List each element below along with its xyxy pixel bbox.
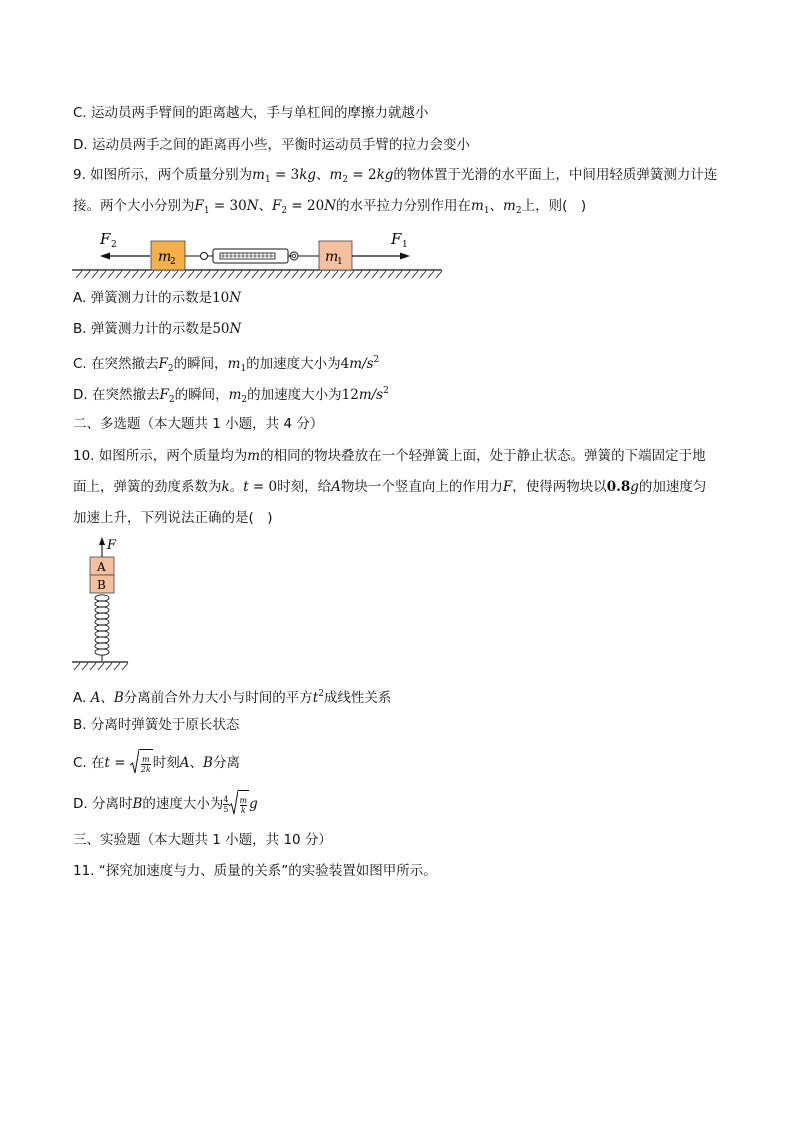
var-m2: m bbox=[503, 198, 516, 214]
q9-option-c-text: 的加速度大小为 bbox=[246, 356, 341, 372]
q9-text: 9. 如图所示，两个质量分别为 bbox=[73, 167, 253, 183]
q9-text: 上，则( ) bbox=[521, 198, 587, 214]
q9-option-a-text: A. 弹簧测力计的示数是 bbox=[73, 290, 213, 306]
ground-hatching bbox=[76, 271, 442, 278]
unit-N: N bbox=[229, 290, 242, 306]
q10-option-d-text: 的速度大小为 bbox=[142, 796, 224, 812]
unit-acc: m/s bbox=[349, 356, 374, 372]
sep: 、 bbox=[489, 198, 504, 214]
q9-option-c-text: 的瞬间， bbox=[173, 356, 228, 372]
q10-option-d bbox=[73, 790, 258, 818]
var-k: k bbox=[221, 479, 230, 495]
q9-text: 接。两个大小分别为 bbox=[73, 198, 195, 214]
unit-acc-exp: 2 bbox=[373, 355, 380, 365]
q11-text: 11. “探究加速度与力、质量的关系”的实验装置如图甲所示。 bbox=[73, 863, 437, 879]
var-B: B bbox=[113, 690, 124, 706]
var-t: t bbox=[312, 690, 319, 706]
var-t: t bbox=[104, 755, 110, 771]
q10-option-d-text: D. 分离时 bbox=[73, 796, 133, 812]
q10-text: 物块一个竖直向上的作用力 bbox=[340, 479, 503, 495]
sqrt-expression bbox=[130, 749, 153, 777]
var-m1-sub: 1 bbox=[264, 175, 271, 185]
var-m1-sub: 1 bbox=[483, 206, 490, 216]
var-F1: F bbox=[194, 198, 204, 214]
q9-option-b-value: 50 bbox=[212, 321, 230, 337]
q10-option-a-text: A. bbox=[73, 690, 91, 706]
var-A: A bbox=[331, 479, 341, 495]
q10-text: ，使得两物块以 bbox=[512, 479, 607, 495]
unit-acc-exp: 2 bbox=[383, 386, 389, 396]
block-a-label: A bbox=[97, 560, 106, 574]
val-m2: = 2 bbox=[348, 167, 377, 183]
q9-option-d-text: 的加速度大小为 bbox=[247, 387, 342, 403]
q10-text: 的相同的物块叠放在一个轻弹簧上面，处于静止状态。弹簧的下端固定于地 bbox=[260, 448, 706, 464]
q8-option-c-text: C. 运动员两手臂间的距离越大，手与单杠间的摩擦力就越小 bbox=[73, 105, 429, 121]
section-2-heading bbox=[73, 414, 323, 434]
unit-N: N bbox=[324, 198, 336, 214]
q9-stem-line2 bbox=[73, 196, 586, 221]
q9-option-d-text: 的瞬间， bbox=[174, 387, 229, 403]
block-b-label: B bbox=[97, 578, 106, 592]
radical-sign bbox=[130, 749, 139, 775]
q9-text: 的物体置于光滑的水平面上，中间用轻质弹簧测力计连 bbox=[393, 167, 718, 183]
var-F2-sub: 2 bbox=[168, 395, 175, 405]
q10-option-c-text: C. 在 bbox=[73, 755, 105, 771]
q8-option-d-text: D. 运动员两手之间的距离再小些，平衡时运动员手臂的拉力会变小 bbox=[73, 137, 470, 153]
q10-ground-hatching bbox=[74, 663, 128, 670]
q9-option-c bbox=[73, 350, 379, 379]
val-F2: = 20 bbox=[287, 198, 325, 214]
var-F: F bbox=[502, 479, 513, 495]
spring-coils bbox=[95, 595, 109, 655]
sqrt-expression bbox=[229, 790, 250, 818]
q9-option-a-value: 10 bbox=[212, 290, 230, 306]
q9-option-a bbox=[73, 288, 241, 308]
var-m1: m bbox=[227, 356, 241, 372]
q10-text: 的加速度匀 bbox=[638, 479, 707, 495]
q9-option-d-value: 12 bbox=[341, 387, 359, 403]
q9-option-b bbox=[73, 319, 241, 339]
q9-option-c-text: C. 在突然撤去 bbox=[73, 356, 159, 372]
q10-option-b bbox=[73, 715, 239, 735]
frac-den: 5 bbox=[223, 804, 229, 814]
q10-text: 面上，弹簧的劲度系数为 bbox=[73, 479, 222, 495]
f1-arrow-head bbox=[400, 253, 410, 260]
q10-option-c-text: 时刻 bbox=[152, 755, 180, 771]
block-m2-label-sub: 2 bbox=[170, 257, 176, 267]
frac-den: 2k bbox=[140, 764, 151, 774]
unit-kg: kg bbox=[376, 167, 394, 183]
eq-sign: = bbox=[109, 755, 130, 771]
q9-option-d bbox=[73, 381, 389, 410]
frac-num: m bbox=[142, 754, 150, 764]
radical-sign bbox=[229, 790, 238, 816]
section-3-heading-text: 三、实验题（本大题共 1 小题，共 10 分） bbox=[73, 832, 332, 848]
frac-den: k bbox=[240, 805, 246, 815]
block-m1-label-sub: 1 bbox=[337, 257, 343, 267]
section-3-heading bbox=[73, 830, 332, 850]
val-m1: = 3 bbox=[270, 167, 300, 183]
frac-num: 4 bbox=[223, 794, 229, 804]
var-B: B bbox=[132, 796, 143, 812]
q9-stem-line1 bbox=[73, 165, 717, 190]
var-m2-sub: 2 bbox=[515, 206, 522, 216]
sep: 、 bbox=[316, 167, 330, 183]
q10-spring-blocks-diagram bbox=[70, 535, 132, 673]
q10-option-b-text: B. 分离时弹簧处于原长状态 bbox=[73, 717, 240, 733]
frac-num: m bbox=[239, 795, 248, 805]
var-g: g bbox=[630, 479, 639, 495]
f2-label: F bbox=[100, 230, 111, 248]
var-m2: m bbox=[329, 167, 343, 183]
f2-label-sub: 2 bbox=[111, 240, 117, 250]
unit-N: N bbox=[229, 321, 242, 337]
val-F1: = 30 bbox=[209, 198, 247, 214]
q9-option-b-text: B. 弹簧测力计的示数是 bbox=[73, 321, 213, 337]
sep: 、 bbox=[189, 755, 204, 771]
section-2-heading-text: 二、多选题（本大题共 1 小题，共 4 分） bbox=[73, 416, 324, 432]
block-m1-label: m bbox=[325, 249, 339, 265]
q10-stem-line1 bbox=[73, 446, 706, 466]
val-acc: 0.8 bbox=[606, 479, 631, 495]
var-m2-sub: 2 bbox=[241, 395, 248, 405]
force-arrow-head bbox=[99, 537, 105, 545]
q11-stem bbox=[73, 861, 437, 881]
fraction bbox=[141, 755, 151, 774]
sep: 、 bbox=[258, 198, 272, 214]
fraction bbox=[240, 796, 248, 815]
var-A: A bbox=[90, 690, 101, 706]
q9-text: 的水平拉力分别作用在 bbox=[336, 198, 471, 214]
force-label: F bbox=[107, 538, 117, 553]
unit-acc: m/s bbox=[358, 387, 384, 403]
var-t-exp: 2 bbox=[318, 689, 324, 699]
var-B: B bbox=[203, 755, 213, 771]
q10-text: 。 bbox=[229, 479, 244, 495]
sep: 、 bbox=[100, 690, 114, 706]
q10-option-a bbox=[73, 684, 391, 708]
q10-stem-line3 bbox=[73, 508, 273, 528]
f1-label: F bbox=[391, 230, 402, 248]
q8-option-c bbox=[73, 103, 429, 123]
q8-option-d bbox=[73, 135, 470, 155]
q9-option-d-text: D. 在突然撤去 bbox=[73, 387, 160, 403]
var-m: m bbox=[247, 448, 261, 464]
q10-stem-line2 bbox=[73, 477, 706, 497]
q10-option-c-text: 分离 bbox=[212, 755, 240, 771]
f2-arrow-head bbox=[100, 253, 110, 260]
var-F2-sub: 2 bbox=[281, 206, 288, 216]
var-F2-sub: 2 bbox=[167, 364, 174, 374]
val-t0: = 0 bbox=[248, 479, 278, 495]
unit-kg: kg bbox=[299, 167, 317, 183]
unit-N: N bbox=[246, 198, 259, 214]
var-m1: m bbox=[252, 167, 265, 183]
var-m2: m bbox=[228, 387, 242, 403]
var-F2: F bbox=[158, 356, 168, 372]
var-F2: F bbox=[159, 387, 169, 403]
q10-option-c bbox=[73, 749, 240, 777]
var-F1-sub: 1 bbox=[203, 206, 210, 216]
q10-text: 10. 如图所示，两个质量均为 bbox=[73, 448, 248, 464]
f1-label-sub: 1 bbox=[402, 240, 408, 250]
var-F2: F bbox=[272, 198, 282, 214]
q9-option-c-value: 4 bbox=[340, 356, 350, 372]
q10-text: 时刻，给 bbox=[277, 479, 332, 495]
block-m2-label: m bbox=[158, 249, 172, 265]
q10-text: 加速上升，下列说法正确的是( ) bbox=[73, 510, 273, 526]
q10-option-a-text: 分离前合外力大小与时间的平方 bbox=[123, 690, 313, 706]
var-m1: m bbox=[471, 198, 484, 214]
var-m2-sub: 2 bbox=[342, 175, 349, 185]
var-t: t bbox=[243, 479, 249, 495]
var-g: g bbox=[249, 796, 258, 812]
q10-option-a-text: 成线性关系 bbox=[323, 690, 392, 706]
var-A: A bbox=[179, 755, 190, 771]
scale-left-hook bbox=[201, 253, 208, 260]
q9-spring-scale-diagram bbox=[72, 224, 444, 280]
var-m1-sub: 1 bbox=[240, 364, 247, 374]
